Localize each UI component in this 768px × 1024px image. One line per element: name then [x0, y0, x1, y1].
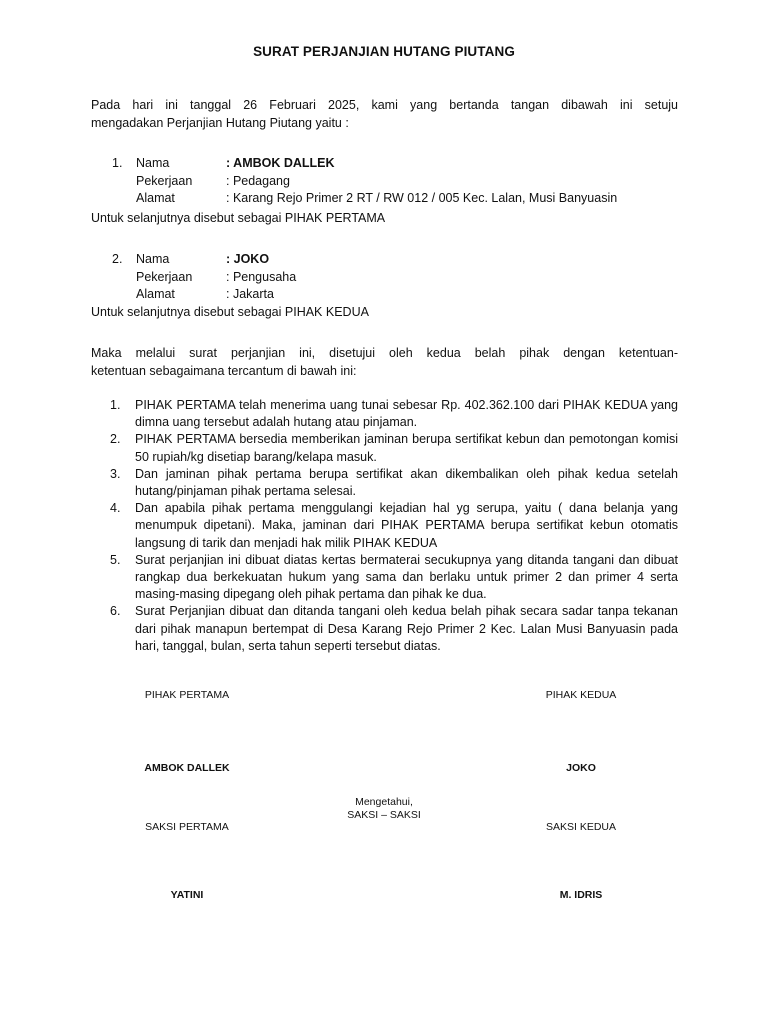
witness-label-second: SAKSI KEDUA — [545, 821, 617, 833]
signature-name-first-party: AMBOK DALLEK — [144, 762, 230, 774]
intro-paragraph — [91, 96, 678, 132]
party-second-name-value: : JOKO — [226, 252, 270, 266]
signature-label-second-party: PIHAK KEDUA — [545, 689, 617, 701]
party-second-job-row — [112, 269, 692, 287]
term-number: 4. — [110, 501, 121, 516]
signature-label-first-party: PIHAK PERTAMA — [144, 689, 230, 701]
party-second-address-row — [112, 286, 692, 304]
terms-list — [110, 397, 678, 655]
preamble-line-2: ketentuan sebagaimana tercantum di bawah ini: — [91, 364, 357, 378]
party-first-number: 1. — [112, 156, 123, 170]
term-text: Dan apabila pihak pertama menggulangi kejadian hal yg serupa, yaitu ( dana belanja yang menumpuk dipetani). Maka, jaminan dari PIHAK PERTAMA berupa sertifikat kebun otomatis langsung di tarik dan menjadi hak milik PIHAK KEDUA — [135, 501, 678, 550]
term-text: PIHAK PERTAMA bersedia memberikan jaminan berupa sertifikat kebun dan pemotongan komisi 50 rupiah/kg disetiap barang/kelapa masuk. — [135, 432, 678, 464]
term-number: 3. — [110, 466, 121, 481]
term-item — [110, 603, 678, 655]
witness-label-first: SAKSI PERTAMA — [145, 821, 229, 833]
preamble-paragraph — [91, 344, 678, 380]
party-second-address-value: : Jakarta — [226, 287, 274, 301]
party-second-name-label: Nama — [136, 252, 170, 266]
party-first-name-value: : AMBOK DALLEK — [226, 156, 335, 170]
term-text: Surat Perjanjian dibuat dan ditanda tangani oleh kedua belah pihak secara sadar tanpa tekanan dari pihak manapun bertempat di Desa Karang Rejo Primer 2 Kec. Lalan Musi Banyuasin pada hari, tanggal, bulan, serta tahun seperti tersebut diatas. — [135, 604, 678, 653]
term-item — [110, 500, 678, 552]
party-second-address-label: Alamat — [136, 287, 175, 301]
term-item — [110, 397, 678, 431]
party-first-address-value: : Karang Rejo Primer 2 RT / RW 012 / 005 Kec. Lalan, Musi Banyuasin — [226, 191, 618, 205]
party-first-address-label: Alamat — [136, 191, 175, 205]
term-text: Dan jaminan pihak pertama berupa sertifikat akan dikembalikan oleh pihak kedua setelah hutang/pinjaman pihak pertama selesai. — [135, 466, 678, 499]
intro-line-1: Pada hari ini tanggal 26 Februari 2025, kami yang bertanda tangan dibawah ini setuju — [91, 98, 678, 112]
witness-name-second: M. IDRIS — [559, 889, 603, 901]
signature-name-second-party: JOKO — [566, 762, 596, 774]
intro-line-2: mengadakan Perjanjian Hutang Piutang yaitu : — [91, 116, 349, 130]
witness-name-first: YATINI — [170, 889, 204, 901]
party-second-designation: Untuk selanjutnya disebut sebagai PIHAK KEDUA — [91, 305, 369, 319]
party-second-number: 2. — [112, 252, 123, 266]
party-first-name-label: Nama — [136, 156, 170, 170]
party-second-job-label: Pekerjaan — [136, 269, 193, 284]
party-first-job-value: : Pedagang — [226, 173, 290, 188]
term-item — [110, 431, 678, 465]
party-first-name-row — [112, 155, 692, 173]
witness-heading-1: Mengetahui, — [355, 796, 413, 808]
party-first-job-label: Pekerjaan — [136, 173, 193, 188]
preamble-line-1: Maka melalui surat perjanjian ini, disetujui oleh kedua belah pihak dengan ketentuan- — [91, 346, 678, 360]
witness-heading-2: SAKSI – SAKSI — [347, 809, 421, 821]
term-item — [110, 466, 678, 500]
term-item — [110, 552, 678, 604]
document-title: SURAT PERJANJIAN HUTANG PIUTANG — [253, 44, 515, 59]
party-second-name-row — [112, 251, 692, 269]
term-number: 1. — [110, 398, 121, 412]
term-number: 5. — [110, 552, 121, 567]
term-number: 2. — [110, 432, 121, 447]
party-first — [112, 155, 692, 208]
party-second-job-value: : Pengusaha — [226, 269, 297, 284]
party-second — [112, 251, 692, 304]
party-first-job-row — [112, 173, 692, 191]
term-number: 6. — [110, 604, 121, 619]
party-first-address-row — [112, 190, 692, 208]
term-text: Surat perjanjian ini dibuat diatas kertas bermaterai secukupnya yang ditanda tangani dan dibuat rangkap dua berkekuatan hukum yang sama dan berlaku untuk primer 2 dan primer 4 serta masing-masing dipegang oleh pihak pertama dan pihak ke dua. — [135, 552, 678, 602]
party-first-designation: Untuk selanjutnya disebut sebagai PIHAK PERTAMA — [91, 211, 386, 225]
term-text: PIHAK PERTAMA telah menerima uang tunai sebesar Rp. 402.362.100 dari PIHAK KEDUA yang dimna uang tersebut adalah hutang atau pinjaman. — [135, 398, 678, 430]
